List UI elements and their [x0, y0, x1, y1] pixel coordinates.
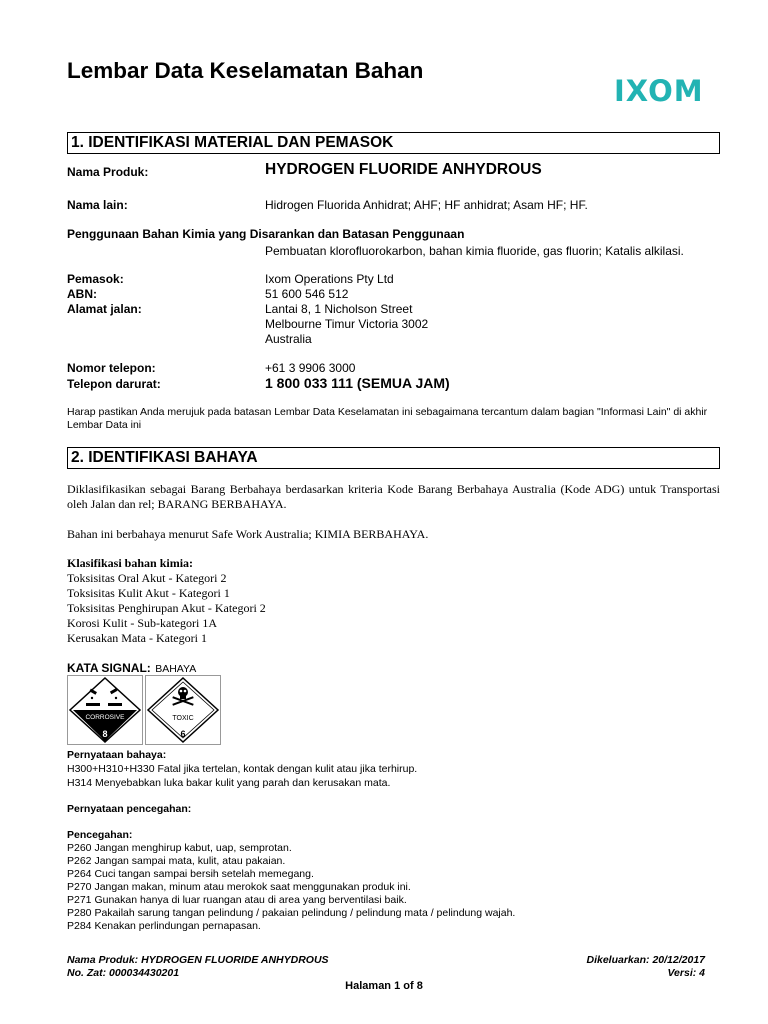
- page-number: Halaman 1 of 8: [345, 980, 423, 992]
- toxic-pictogram: [145, 675, 221, 745]
- pictogram-class-number: 8: [102, 729, 108, 739]
- chem-class-item: Korosi Kulit - Sub-kategori 1A: [67, 616, 217, 630]
- corrosive-icon: [68, 676, 142, 744]
- hazardous-paragraph: Bahan ini berbahaya menurut Safe Work Australia; KIMIA BERBAHAYA.: [67, 527, 429, 541]
- corrosive-pictogram: [67, 675, 143, 745]
- address-line: Lantai 8, 1 Nicholson Street: [265, 302, 413, 316]
- precaution-heading: Pernyataan pencegahan:: [67, 803, 192, 815]
- signal-word-label: KATA SIGNAL:: [67, 661, 151, 675]
- address-line: Melbourne Timur Victoria 3002: [265, 317, 429, 331]
- pictogram-label: TOXIC: [172, 715, 194, 722]
- prevention-item: P270 Jangan makan, minum atau merokok saat menggunakan produk ini.: [67, 881, 411, 893]
- prevention-heading: Pencegahan:: [67, 829, 133, 841]
- document-title: Lembar Data Keselamatan Bahan: [67, 58, 424, 83]
- emergency-phone-value: 1 800 033 111 (SEMUA JAM): [265, 375, 450, 391]
- address-line: Australia: [265, 332, 312, 346]
- product-name-label: Nama Produk:: [67, 165, 149, 179]
- prevention-item: P264 Cuci tangan sampai bersih setelah memegang.: [67, 868, 314, 880]
- sds-note: Harap pastikan Anda merujuk pada batasan Lembar Data Keselamatan ini sebagaimana tercantum dalam bagian "Informasi Lain" di akhir Lembar Data ini: [67, 406, 708, 431]
- section-1-heading: 1. IDENTIFIKASI MATERIAL DAN PEMASOK: [67, 132, 720, 154]
- chem-class-heading: Klasifikasi bahan kimia:: [67, 556, 194, 570]
- chem-class-item: Toksisitas Penghirupan Akut - Kategori 2: [67, 601, 266, 615]
- usage-value: Pembuatan klorofluorokarbon, bahan kimia fluoride, gas fluorin; Katalis alkilasi.: [265, 244, 684, 258]
- phone-label: Nomor telepon:: [67, 361, 156, 375]
- section-2-heading: 2. IDENTIFIKASI BAHAYA: [67, 447, 720, 469]
- chem-class-item: Toksisitas Kulit Akut - Kategori 1: [67, 586, 230, 600]
- footer-issued-date: Dikeluarkan: 20/12/2017: [586, 954, 705, 966]
- ixom-logo: IXOM: [614, 74, 704, 108]
- emergency-phone-label: Telepon darurat:: [67, 377, 161, 391]
- other-names-value: Hidrogen Fluorida Anhidrat; AHF; HF anhidrat; Asam HF; HF.: [265, 198, 588, 212]
- chem-class-item: Toksisitas Oral Akut - Kategori 2: [67, 571, 227, 585]
- prevention-item: P284 Kenakan perlindungan pernapasan.: [67, 920, 261, 932]
- classification-paragraph: Diklasifikasikan sebagai Barang Berbahaya berdasarkan kriteria Kode Barang Berbahaya Australia (Kode ADG) untuk Transportasi oleh Jalan dan rel; BARANG BERBAHAYA.: [67, 482, 720, 511]
- abn-value: 51 600 546 512: [265, 287, 349, 301]
- supplier-value: Ixom Operations Pty Ltd: [265, 272, 394, 286]
- abn-label: ABN:: [67, 287, 97, 301]
- chem-class-item: Kerusakan Mata - Kategori 1: [67, 631, 207, 645]
- hazard-statement: H314 Menyebabkan luka bakar kulit yang parah dan kerusakan mata.: [67, 777, 391, 789]
- footer-version: Versi: 4: [667, 967, 705, 979]
- prevention-item: P271 Gunakan hanya di luar ruangan atau di area yang berventilasi baik.: [67, 894, 407, 906]
- address-label: Alamat jalan:: [67, 302, 142, 316]
- prevention-item: P260 Jangan menghirup kabut, uap, semprotan.: [67, 842, 292, 854]
- supplier-label: Pemasok:: [67, 272, 124, 286]
- product-name-value: HYDROGEN FLUORIDE ANHYDROUS: [265, 161, 542, 178]
- signal-word-value: BAHAYA: [155, 663, 197, 675]
- prevention-item: P262 Jangan sampai mata, kulit, atau pakaian.: [67, 855, 286, 867]
- pictogram-class-number: 6: [180, 729, 186, 739]
- other-names-label: Nama lain:: [67, 198, 128, 212]
- skull-crossbones-icon: [146, 676, 220, 744]
- pictogram-label: CORROSIVE: [85, 714, 125, 721]
- footer-substance-no: No. Zat: 000034430201: [67, 967, 180, 979]
- prevention-item: P280 Pakailah sarung tangan pelindung / pakaian pelindung / pelindung mata / pelindung wajah.: [67, 907, 516, 919]
- footer-product-name: Nama Produk: HYDROGEN FLUORIDE ANHYDROUS: [67, 954, 329, 966]
- hazard-statements-heading: Pernyataan bahaya:: [67, 749, 167, 761]
- usage-label: Penggunaan Bahan Kimia yang Disarankan dan Batasan Penggunaan: [67, 227, 465, 241]
- hazard-statement: H300+H310+H330 Fatal jika tertelan, kontak dengan kulit atau jika terhirup.: [67, 763, 418, 775]
- phone-value: +61 3 9906 3000: [265, 361, 356, 375]
